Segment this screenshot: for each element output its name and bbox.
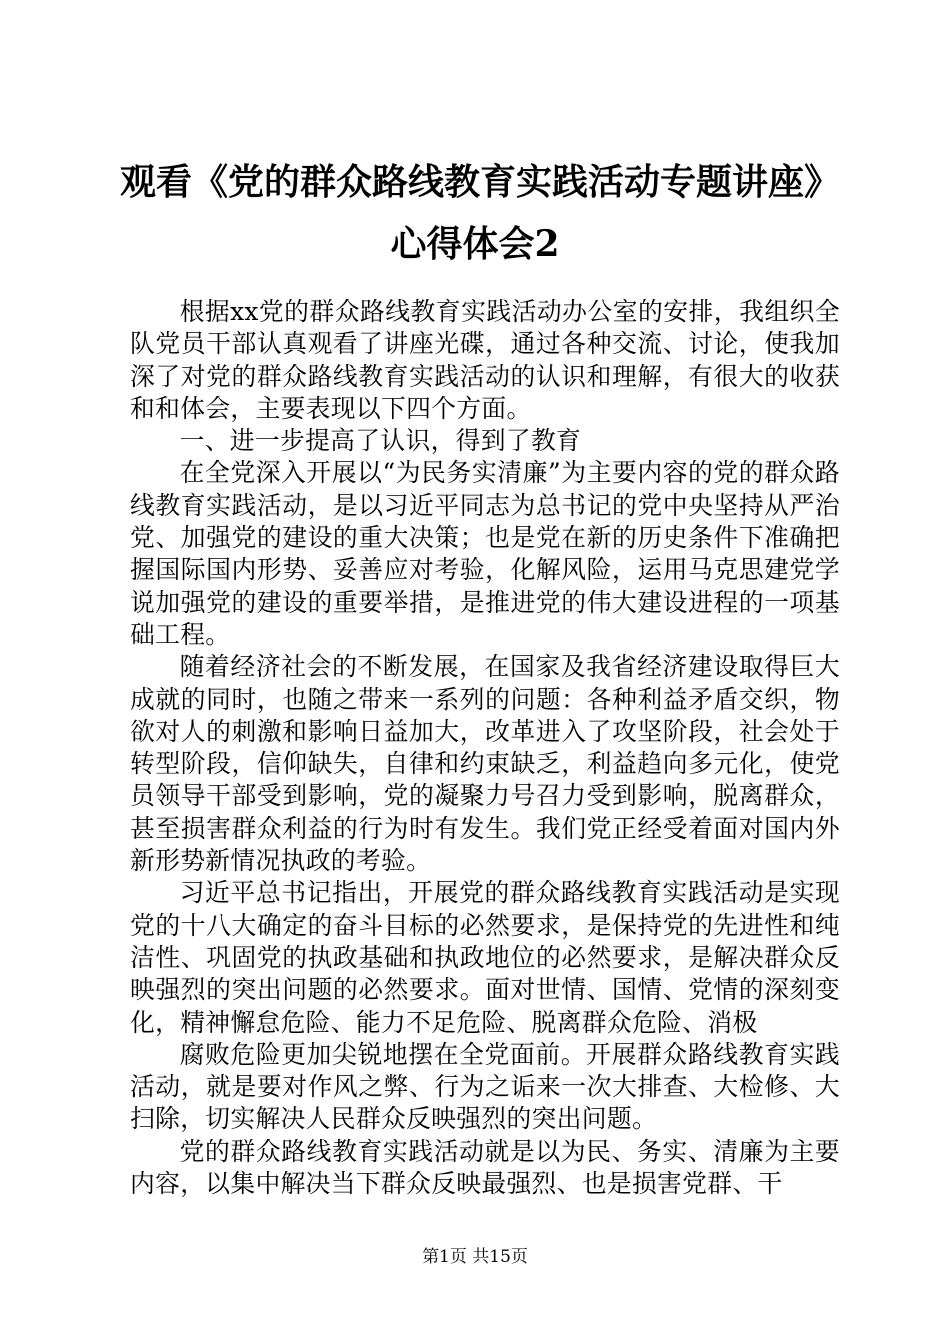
section-heading-1: 一、进一步提高了认识，得到了教育 [179, 426, 582, 456]
document-title-line-1: 观看《党的群众路线教育实践活动专题讲座》 [120, 161, 841, 203]
page-footer: 第1页 共15页 [422, 1247, 528, 1267]
paragraph: 腐败危险更加尖锐地摆在全党面前。开展群众路线教育实践活动，就是要对作风之弊、行为之诟来一次大排查、大检修、大扫除，切实解决人民群众反映强烈的突出问题。 [130, 1039, 840, 1134]
paragraph-intro: 根据xx党的群众路线教育实践活动办公室的安排，我组织全队党员干部认真观看了讲座光碟，通过各种交流、讨论，使我加深了对党的群众路线教育实践活动的认识和理解，有很大的收获和和体会，主要表现以下四个方面。 [130, 297, 840, 423]
document-body [130, 296, 840, 1200]
paragraph: 习近平总书记指出，开展党的群众路线教育实践活动是实现党的十八大确定的奋斗目标的必然要求，是保持党的先进性和纯洁性、巩固党的执政基础和执政地位的必然要求，是解决群众反映强烈的突出问题的必然要求。面对世情、国情、党情的深刻变化，精神懈怠危险、能力不足危险、脱离群众危险、消极 [130, 878, 840, 1037]
paragraph: 在全党深入开展以“为民务实清廉”为主要内容的党的群众路线教育实践活动，是以习近平同志为总书记的党中央坚持从严治党、加强党的建设的重大决策；也是党在新的历史条件下准确把握国际国内形势、妥善应对考验，化解风险，运用马克思建党学说加强党的建设的重要举措，是推进党的伟大建设进程的一项基础工程。 [130, 458, 840, 649]
paragraph: 随着经济社会的不断发展，在国家及我省经济建设取得巨大成就的同时，也随之带来一系列的问题：各种利益矛盾交织，物欲对人的刺激和影响日益加大，改革进入了攻坚阶段，社会处于转型阶段，信仰缺失，自律和约束缺乏，利益趋向多元化，使党员领导干部受到影响，党的凝聚力号召力受到影响，脱离群众，甚至损害群众利益的行为时有发生。我们党正经受着面对国内外新形势新情况执政的考验。 [130, 652, 840, 876]
paragraph: 党的群众路线教育实践活动就是以为民、务实、清廉为主要内容，以集中解决当下群众反映最强烈、也是损害党群、干 [130, 1136, 840, 1199]
document-title-line-2: 心得体会2 [390, 223, 560, 265]
